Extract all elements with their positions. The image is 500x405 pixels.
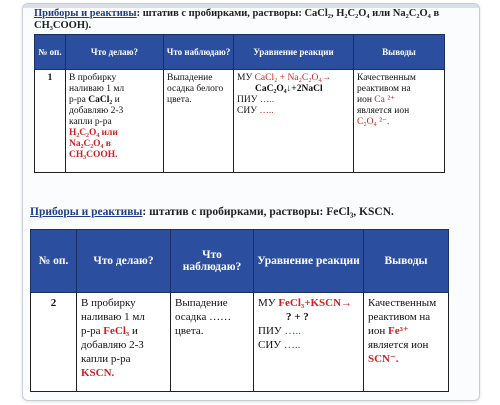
equation-label: МУ [237,73,255,83]
ion-name: Ca ²⁺ [374,95,396,105]
action-line: В пробирку [81,297,136,309]
action-line: добавляю 2-3 [69,106,124,116]
conclusion-line: реактивом на [357,84,411,94]
action-line: добавляю 2-3 [81,339,144,351]
action-cell [66,70,164,173]
short-ionic-equation [237,106,350,117]
equation-formula: CaCl₂ + Na₂C₂O₄→ [254,73,332,83]
equation-label: ПИУ [258,325,285,337]
header-num: № оп. [31,230,77,293]
ion-name: SCN⁻. [368,353,399,365]
molecular-equation [258,296,359,310]
section1-title [34,8,454,32]
reagent-name: CaCl₂ [88,95,113,105]
equation-product: ? + ? [286,311,309,323]
section2-table [30,229,449,392]
conclusion-cell [354,70,445,173]
reagent-name: FeCl₃ [103,325,130,337]
conclusion-line: является ион [357,106,410,116]
equation-label: МУ [258,297,279,309]
equation-blank: ….. [259,106,274,116]
action-line: капли р-ра [81,353,131,365]
header-conclusion: Выводы [364,230,449,293]
header-action: Что делаю? [66,35,164,70]
action-text: р-ра [69,95,89,105]
observe-line: цвета. [167,95,192,105]
equation-label: СИУ [237,106,260,116]
ion-name: Fe³⁺ [388,325,409,337]
full-ionic-equation [237,95,350,106]
section2-header-row [31,230,449,293]
observe-line: осадка белого [167,84,224,94]
conclusion-cell [364,293,449,392]
observe-line: Выпадение [167,73,213,83]
action-line: наливаю 1 мл [69,84,125,94]
action-line: В пробирку [69,73,117,83]
section1-title-prefix: Приборы и реактивы [34,8,137,19]
conclusion-text: ион [368,325,389,337]
reagent-name: Na₂C₂O₄ в [69,139,111,149]
conclusion-line: Качественным [357,73,416,83]
header-equation: Уравнение реакции [234,35,354,70]
conclusion-line: реактивом на [368,311,431,323]
short-ionic-equation [258,338,359,352]
header-action: Что делаю? [77,230,171,293]
table-row [31,293,449,392]
table-row [35,70,445,173]
reagent-name: CH₃COOH. [69,150,118,160]
equation-cell [234,70,354,173]
section1-title-rest: : штатив с пробирками, растворы: CaCl₂, H₂C₂O₄ или Na₂C₂O₄ в CH₃COOH). [34,8,440,32]
header-observe: Что наблюдаю? [171,230,254,293]
reagent-name: KSCN. [81,367,115,379]
conclusion-text: ион [357,95,375,105]
observe-line: осадка …… [175,311,232,323]
header-num: № оп. [35,35,66,70]
header-conclusion: Выводы [354,35,445,70]
section2-title-prefix: Приборы и реактивы [30,206,143,218]
equation-label: СИУ [258,339,284,351]
action-line: капли р-ра [69,117,112,127]
action-line [69,95,160,106]
action-cell [77,293,171,392]
observe-cell [171,293,254,392]
row-number: 1 [35,70,66,173]
conclusion-line: Качественным [368,297,437,309]
section2-title [30,206,460,219]
full-ionic-equation [258,324,359,338]
ion-name: C₂O₄ ²⁻. [357,117,390,127]
action-line: наливаю 1 мл [81,311,145,323]
action-line [81,324,166,338]
header-observe: Что наблюдаю? [164,35,234,70]
action-text: р-ра [81,325,104,337]
section1-table [34,34,445,173]
conclusion-line: является ион [368,339,429,351]
reagent-name: H₂C₂O₄ или [69,128,118,138]
equation-blank: ….. [283,339,301,351]
equation-product: CaC₂O₄↓+2NaCl [255,84,323,94]
equation-blank: ….. [259,95,275,105]
observe-cell [164,70,234,173]
equation-formula: FeCl₃+KSCN→ [278,297,353,309]
header-equation: Уравнение реакции [254,230,364,293]
section2-title-rest: : штатив с пробирками, растворы: FeCl₃, KSCN. [142,206,394,218]
conclusion-line [357,95,441,106]
equation-cell [254,293,364,392]
observe-line: Выпадение [175,297,228,309]
conclusion-line [368,324,444,338]
equation-blank: ….. [284,325,301,337]
action-text: и [112,95,120,105]
equation-label: ПИУ [237,95,260,105]
row-number: 2 [31,293,77,392]
action-text: и [129,325,138,337]
molecular-equation [237,73,350,84]
observe-line: цвета. [175,325,204,337]
section1-header-row [35,35,445,70]
